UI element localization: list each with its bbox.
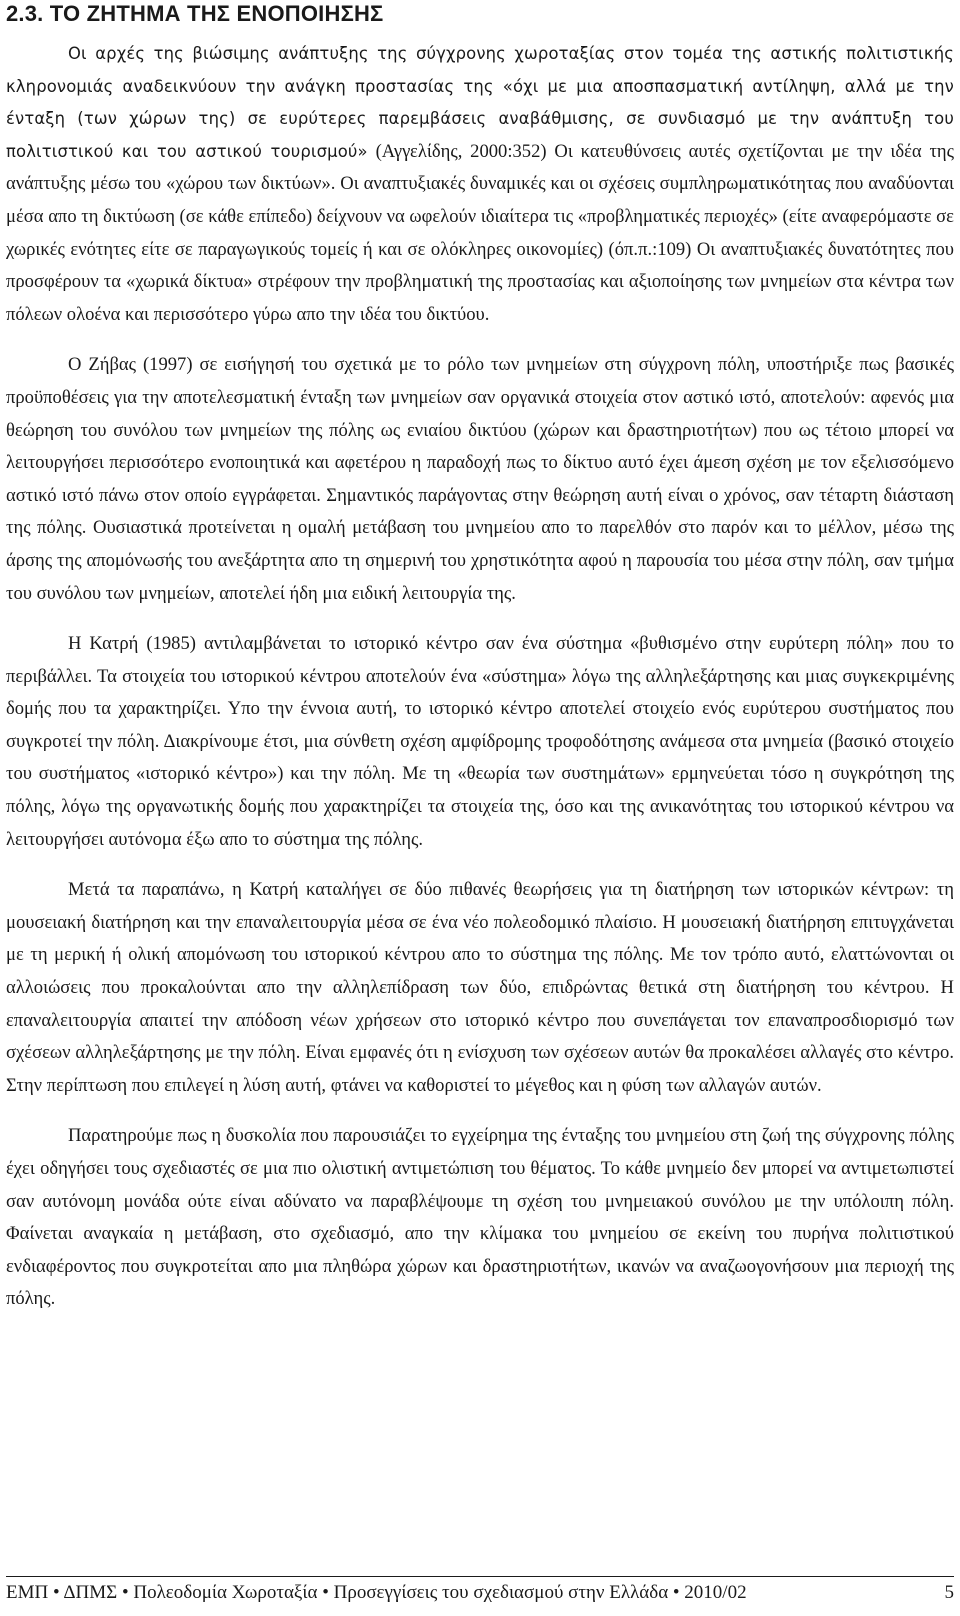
section-heading: 2.3. ΤΟ ΖΗΤΗΜΑ ΤΗΣ ΕΝΟΠΟΙΗΣΗΣ: [6, 1, 384, 26]
footer-text: ΕΜΠ • ΔΠΜΣ • Πολεοδομία Χωροταξία • Προσεγγίσεις του σχεδιασμού στην Ελλάδα • 2010/02: [6, 1582, 747, 1603]
paragraph-3: Η Κατρή (1985) αντιλαμβάνεται το ιστορικό κέντρο σαν ένα σύστημα «βυθισμένο στην ευρύτερη πόλη» που το περιβάλλει. Τα στοιχεία του ιστορικού κέντρου αποτελούν ένα «σύστημα» λόγω της αλληλεξάρτησης και μιας συγκεκριμένης δομής που τα χαρακτηρίζει. Υπο την έννοια αυτή, το ιστορικό κέντρο αποτελεί στοιχείο ενός ευρύτερου συστήματος που συγκροτεί την πόλη. Διακρίνουμε έτσι, μια σύνθετη σχέση αμφίδρομης τροφοδότησης ανάμεσα στα μνημεία (βασικό στοιχείο του συστήματος «ιστορικό κέντρο») και την πόλη. Με τη «θεωρία των συστημάτων» ερμηνεύεται τόσο η συγκρότηση της πόλης, λόγω της οργανωτικής δομής που χαρακτηρίζει τα στοιχεία της, όσο και της ανικανότητας του ιστορικού κέντρου να λειτουργήσει αυτόνομα έξω απο το σύστημα της πόλης.: [6, 633, 954, 850]
paragraph-2: Ο Ζήβας (1997) σε εισήγησή του σχετικά με το ρόλο των μνημείων στη σύγχρονη πόλη, υποστήριξε πως βασικές προϋποθέσεις για την αποτελεσματική ένταξη των μνημείων σαν οργανικά στοιχεία στον αστικό ιστό, αποτελούν: αφενός μια θεώρηση του συνόλου των μνημείων της πόλης ως ενιαίου δικτύου (χώρων και δραστηριοτήτων) που ως τέτοιο μπορεί να λειτουργήσει περισσότερο ενοποιητικά και αφετέρου η παραδοχή πως το δίκτυο αυτό έχει άμεση σχέση με τον εξελισσόμενο αστικό ιστό πάνω στον οποίο εγγράφεται. Σημαντικός παράγοντας στην θεώρηση αυτή είναι ο χρόνος, σαν τέταρτη διάσταση της πόλης. Ουσιαστικά προτείνεται η ομαλή μετάβαση του μνημείου απο το παρελθόν στο παρόν και το μέλλον, μέσω της άρσης της απομόνωσής του ανεξάρτητα απο τη σημερινή του χρηστικότητα αφού η παρουσία του μέσα στην πόλη, σαν τμήμα του συνόλου των μνημείων, αποτελεί ήδη μια ειδική λειτουργία της.: [6, 354, 954, 604]
page-footer: [6, 1576, 954, 1605]
paragraph-1-serif-part: (Αγγελίδης, 2000:352) Οι κατευθύνσεις αυτές σχετίζονται με την ιδέα της ανάπτυξης μέσω του «χώρου των δικτύων». Οι αναπτυξιακές δυναμικές και οι σχέσεις συμπληρωματικότητας που αναδύονται μέσα απο τη δικτύωση (σε κάθε επίπεδο) δείχνουν να ωφελούν ιδιαίτερα τις «προβληματικές περιοχές» (είτε αναφερόμαστε σε χωρικές ενότητες είτε σε παραγωγικούς τομείς ή και σε ολόκληρες οικονομίες) (όπ.π.:109) Οι αναπτυξιακές δυνατότητες που προσφέρουν τα «χωρικά δίκτυα» στρέφουν την προβληματική της προστασίας και αξιοποίησης των μνημείων στα κέντρα των πόλεων ολοένα και περισσότερο γύρω απο την ιδέα του δικτύου.: [6, 140, 955, 325]
paragraph-1-sans-part: Οι αρχές της βιώσιμης ανάπτυξης της σύγχρονης χωροταξίας στον τομέα της αστικής πολιτιστικής κληρονομιάς αναδεικνύουν την ανάγκη προστασίας της «όχι με μια αποσπασματική αντίληψη, αλλά με την ένταξη (των χώρων της) σε ευρύτερες παρεμβάσεις αναβάθμισης, σε συνδιασμό με την ανάπτυξη του πολιτιστικού και του αστικού τουρισμού»: [6, 44, 954, 161]
paragraph-4: Μετά τα παραπάνω, η Κατρή καταλήγει σε δύο πιθανές θεωρήσεις για τη διατήρηση των ιστορικών κέντρων: τη μουσειακή διατήρηση και την επαναλειτουργία μέσα σε ένα νέο πολεοδομικό πλαίσιο. Η μουσειακή διατήρηση επιτυγχάνεται με τη μερική ή ολική απομόνωση του ιστορικού κέντρου απο το σύστημα της πόλης. Με τον τρόπο αυτό, ελαττώνονται οι αλλοιώσεις που προκαλούνται απο την αλληλεπίδραση των δύο, επιδρώντας θετικά στη διατήρηση του κέντρου. Η επαναλειτουργία απαιτεί την απόδοση νέων χρήσεων στο ιστορικό κέντρο που συνεπάγεται τον επαναπροσδιορισμό των σχέσεων αλληλεξάρτησης με την πόλη. Είναι εμφανές ότι η ενίσχυση των σχέσεων αυτών θα προκαλέσει αλλαγές στο κέντρο. Στην περίπτωση που επιλεγεί η λύση αυτή, φτάνει να καθοριστεί το μέγεθος και η φύση των αλλαγών αυτών.: [6, 879, 954, 1096]
document-page: [6, 0, 954, 1616]
paragraph-5: Παρατηρούμε πως η δυσκολία που παρουσιάζει το εγχείρημα της ένταξης του μνημείου στη ζωή της σύγχρονης πόλης έχει οδηγήσει τους σχεδιαστές σε μια πιο ολιστική αντιμετώπιση του θέματος. Το κάθε μνημείο δεν μπορεί να αντιμετωπιστεί σαν αυτόνομη μονάδα ούτε είναι αδύνατο να παραβλέψουμε τη σχέση του μνημειακού συνόλου με την υπόλοιπη πόλη. Φαίνεται αναγκαία η μετάβαση, στο σχεδιασμό, απο την κλίμακα του μνημείου σε εκείνη του πυρήνα πολιτιστικού ενδιαφέροντος που συγκροτείται απο μια πληθώρα χώρων και δραστηριοτήτων, ικανών να αναζωογονήσουν μια περιοχή της πόλης.: [6, 1125, 954, 1310]
paragraph-1: [6, 38, 954, 331]
body-text: [6, 38, 954, 1316]
page-number: 5: [944, 1582, 954, 1603]
